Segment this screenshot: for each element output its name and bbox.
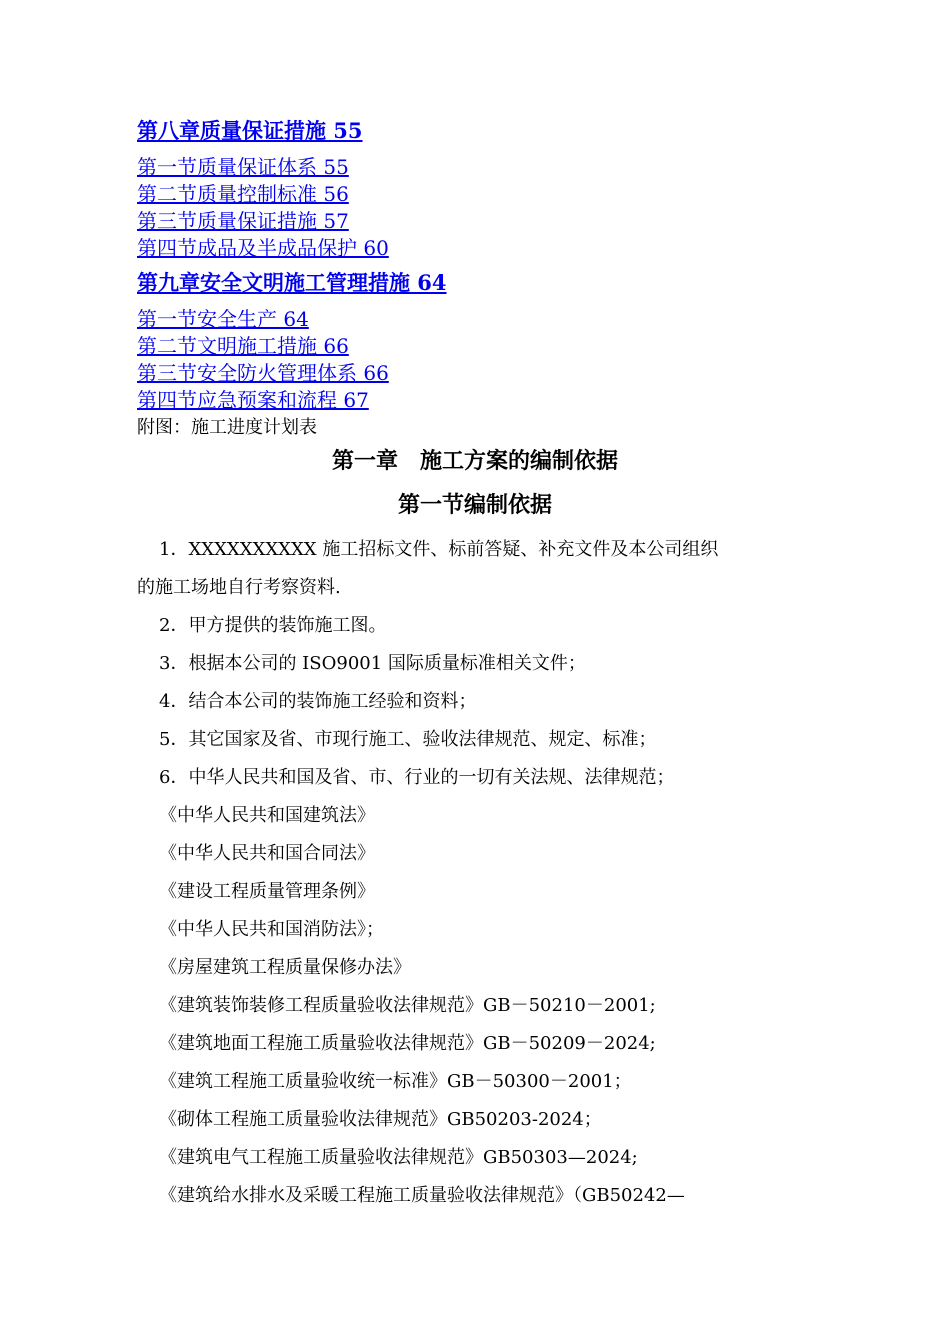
law-item: 《砌体工程施工质量验收法律规范》GB50203-2024； [159, 1109, 602, 1130]
basis-item-5: 5．其它国家及省、市现行施工、验收法律规范、规定、标准； [159, 729, 657, 750]
basis-item-6: 6．中华人民共和国及省、市、行业的一切有关法规、法律规范； [159, 767, 675, 788]
basis-item-1-line-1: 1．XXXXXXXXXX 施工招标文件、标前答疑、补充文件及本公司组织 [159, 539, 719, 560]
basis-item-4: 4．结合本公司的装饰施工经验和资料； [159, 691, 477, 712]
table-of-contents [137, 118, 837, 441]
law-item: 《建筑电气工程施工质量验收法律规范》GB50303—2024; [159, 1147, 638, 1168]
toc-ch9-section-4-link[interactable]: 第四节应急预案和流程 67 [137, 388, 369, 412]
toc-ch8-section-4-link[interactable]: 第四节成品及半成品保护 60 [137, 236, 389, 260]
toc-ch8-section-1-link[interactable]: 第一节质量保证体系 55 [137, 155, 349, 179]
law-item: 《中华人民共和国合同法》 [159, 843, 375, 864]
toc-chapter-8-link[interactable]: 第八章质量保证措施 55 [137, 118, 363, 143]
basis-item-3: 3．根据本公司的 ISO9001 国际质量标准相关文件； [159, 653, 586, 674]
toc-ch9-section-1-link[interactable]: 第一节安全生产 64 [137, 307, 309, 331]
basis-item-2: 2．甲方提供的装饰施工图。 [159, 615, 387, 636]
toc-ch9-section-2-link[interactable]: 第二节文明施工措施 66 [137, 334, 349, 358]
toc-appendix: 附图：施工进度计划表 [137, 417, 317, 438]
toc-ch8-section-3-link[interactable]: 第三节质量保证措施 57 [137, 209, 349, 233]
law-item: 《中华人民共和国消防法》； [159, 919, 384, 940]
basis-item-1-line-2: 的施工场地自行考察资料. [137, 577, 341, 598]
toc-ch8-section-2-link[interactable]: 第二节质量控制标准 56 [137, 182, 349, 206]
toc-ch9-section-3-link[interactable]: 第三节安全防火管理体系 66 [137, 361, 389, 385]
law-item: 《建筑工程施工质量验收统一标准》GB－50300－2001； [159, 1071, 632, 1092]
law-item: 《建筑地面工程施工质量验收法律规范》GB－50209－2024; [159, 1033, 656, 1054]
toc-chapter-9-link[interactable]: 第九章安全文明施工管理措施 64 [137, 270, 447, 295]
law-item: 《建筑装饰装修工程质量验收法律规范》GB－50210－2001; [159, 995, 656, 1016]
law-item: 《建筑给水排水及采暖工程施工质量验收法律规范》（GB50242— [159, 1185, 685, 1206]
chapter-heading: 第一章 施工方案的编制依据 [331, 449, 618, 474]
law-item: 《中华人民共和国建筑法》 [159, 805, 375, 826]
law-item: 《建设工程质量管理条例》 [159, 881, 375, 902]
section-heading: 第一节编制依据 [397, 493, 552, 518]
basis-list [137, 531, 827, 1215]
law-item: 《房屋建筑工程质量保修办法》 [159, 957, 411, 978]
